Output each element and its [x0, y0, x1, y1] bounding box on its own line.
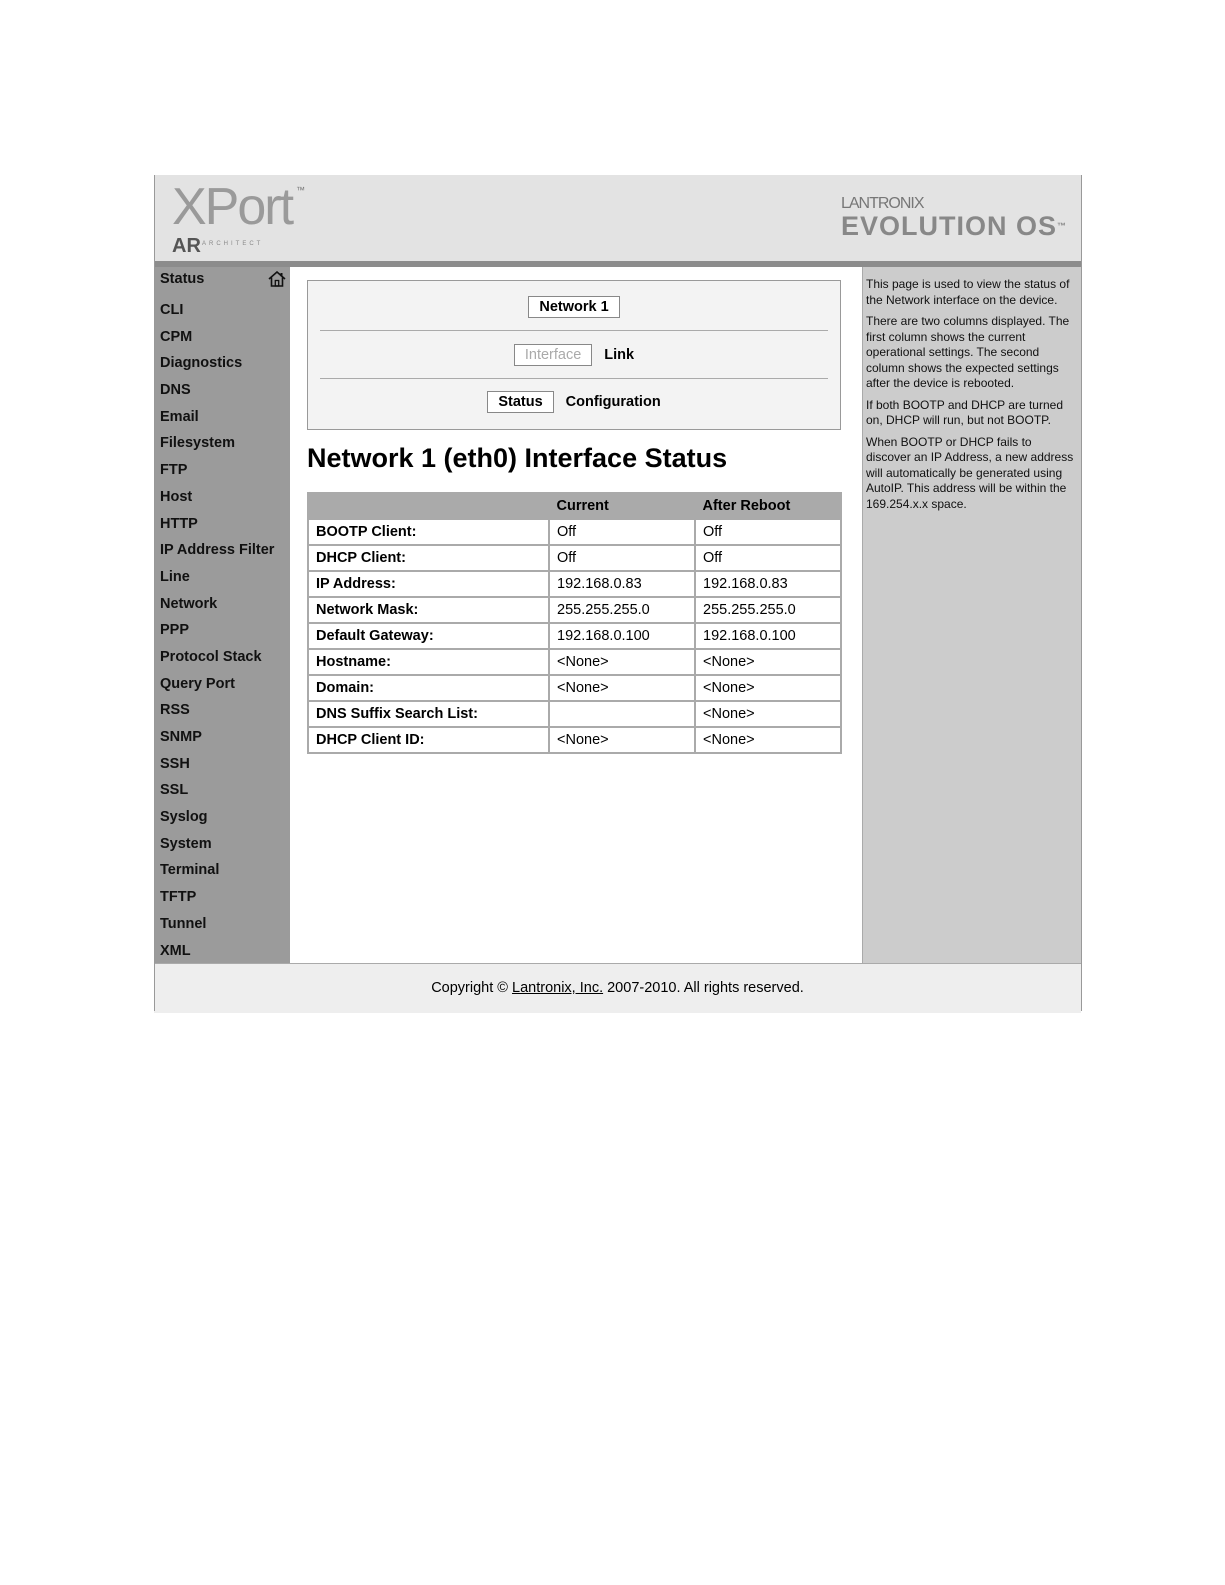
- sidebar-item-query-port[interactable]: Query Port: [160, 675, 235, 692]
- evolution-os-trademark: ™: [1057, 221, 1067, 231]
- sidebar-item-http[interactable]: HTTP: [160, 515, 198, 532]
- current-value: Off: [549, 519, 695, 545]
- xport-logo: [172, 178, 305, 257]
- tab-navigation-box: [307, 280, 841, 430]
- tab-divider: [320, 330, 828, 331]
- page-title: Network 1 (eth0) Interface Status: [307, 443, 728, 473]
- after-reboot-value: 192.168.0.100: [695, 623, 841, 649]
- table-row-default-gateway: [308, 623, 841, 649]
- row-label: Hostname:: [308, 649, 549, 675]
- xport-ar-tagline: ARCHITECT: [202, 241, 264, 247]
- after-reboot-value: <None>: [695, 675, 841, 701]
- sidebar-item-ftp[interactable]: FTP: [160, 462, 188, 479]
- sidebar-item-ppp[interactable]: PPP: [160, 622, 190, 639]
- lantronix-link[interactable]: Lantronix, Inc.: [512, 980, 604, 996]
- table-row-ip-address: [308, 571, 841, 597]
- sidebar-item-rss[interactable]: RSS: [160, 702, 190, 719]
- sidebar-item-diagnostics[interactable]: Diagnostics: [160, 355, 243, 372]
- interface-status-table: [307, 492, 842, 754]
- evolution-os-brand: [841, 213, 1067, 239]
- sidebar-item-filesystem[interactable]: Filesystem: [160, 435, 235, 452]
- row-label: Default Gateway:: [308, 623, 549, 649]
- row-label: DHCP Client:: [308, 545, 549, 571]
- current-value: <None>: [549, 675, 695, 701]
- sidebar-item-system[interactable]: System: [160, 835, 212, 852]
- row-label: DNS Suffix Search List:: [308, 701, 549, 727]
- table-row-dns-suffix-search-list: [308, 701, 841, 727]
- row-label: DHCP Client ID:: [308, 727, 549, 753]
- sidebar-item-xml[interactable]: XML: [160, 942, 191, 959]
- sidebar-item-syslog[interactable]: Syslog: [160, 809, 208, 826]
- table-row-network-mask: [308, 597, 841, 623]
- row-label: BOOTP Client:: [308, 519, 549, 545]
- sidebar-item-cpm[interactable]: CPM: [160, 328, 193, 345]
- after-reboot-value: 255.255.255.0: [695, 597, 841, 623]
- table-header-current: Current: [549, 493, 695, 520]
- xport-logo-text: XPort: [172, 178, 293, 236]
- current-value: [549, 701, 695, 727]
- tab-configuration[interactable]: Configuration: [565, 394, 661, 410]
- help-paragraph: This page is used to view the status of the Network interface on the device.: [866, 277, 1070, 307]
- after-reboot-value: <None>: [695, 701, 841, 727]
- current-value: 255.255.255.0: [549, 597, 695, 623]
- after-reboot-value: 192.168.0.83: [695, 571, 841, 597]
- xport-trademark: ™: [296, 185, 305, 195]
- after-reboot-value: <None>: [695, 727, 841, 753]
- sidebar-item-tunnel[interactable]: Tunnel: [160, 915, 207, 932]
- after-reboot-value: <None>: [695, 649, 841, 675]
- main-content: [290, 267, 862, 963]
- sidebar-item-label: Status: [160, 271, 205, 287]
- tab-link[interactable]: Link: [604, 347, 635, 363]
- table-row-dhcp-client: [308, 545, 841, 571]
- sidebar-item-status[interactable]: [154, 267, 290, 297]
- current-value: <None>: [549, 649, 695, 675]
- home-icon[interactable]: [268, 271, 286, 287]
- row-label: IP Address:: [308, 571, 549, 597]
- web-ui-frame: [154, 175, 1081, 1012]
- sidebar-item-ssh[interactable]: SSH: [160, 755, 190, 772]
- current-value: Off: [549, 545, 695, 571]
- status-tab-row: [308, 391, 840, 413]
- sidebar-item-ssl[interactable]: SSL: [160, 782, 189, 799]
- table-header-blank: [308, 493, 549, 520]
- current-value: 192.168.0.83: [549, 571, 695, 597]
- table-row-bootp-client: [308, 519, 841, 545]
- sidebar-item-ip-address-filter[interactable]: IP Address Filter: [160, 542, 275, 559]
- tab-divider: [320, 378, 828, 379]
- tab-status[interactable]: Status: [487, 391, 553, 413]
- sidebar-item-host[interactable]: Host: [160, 488, 193, 505]
- table-header-row: [308, 493, 841, 520]
- sidebar-nav: [154, 267, 290, 963]
- footer: [154, 963, 1081, 1013]
- sidebar-item-network[interactable]: Network: [160, 595, 218, 612]
- table-row-domain: [308, 675, 841, 701]
- after-reboot-value: Off: [695, 519, 841, 545]
- tab-interface[interactable]: Interface: [514, 344, 592, 366]
- sidebar-item-protocol-stack[interactable]: Protocol Stack: [160, 648, 262, 665]
- sidebar-item-snmp[interactable]: SNMP: [160, 729, 202, 745]
- table-row-dhcp-client-id: [308, 727, 841, 753]
- row-label: Network Mask:: [308, 597, 549, 623]
- lantronix-evolution-logo: [841, 195, 1067, 239]
- help-paragraph: There are two columns displayed. The first column shows the current operational settings. The second column shows the expected settings after the device is rebooted.: [866, 314, 1070, 390]
- xport-ar-text: AR: [172, 235, 201, 257]
- lantronix-brand: LANTRONIX: [840, 195, 924, 212]
- tab-network-1[interactable]: Network 1: [528, 296, 619, 318]
- header-banner: [154, 175, 1081, 267]
- sidebar-item-line[interactable]: Line: [160, 568, 190, 585]
- footer-copyright-suffix: 2007-2010. All rights reserved.: [603, 980, 804, 996]
- sidebar-item-dns[interactable]: DNS: [160, 382, 191, 399]
- interface-tab-row: [308, 344, 840, 366]
- table-row-hostname: [308, 649, 841, 675]
- help-paragraph: When BOOTP or DHCP fails to discover an IP Address, a new address will automatically be generated using AutoIP. This address will be within the 169.254.x.x space.: [866, 434, 1074, 511]
- evolution-os-text: EVOLUTION OS: [840, 211, 1057, 241]
- row-label: Domain:: [308, 675, 549, 701]
- after-reboot-value: Off: [695, 545, 841, 571]
- sidebar-item-email[interactable]: Email: [160, 408, 199, 425]
- current-value: 192.168.0.100: [549, 623, 695, 649]
- current-value: <None>: [549, 727, 695, 753]
- sidebar-item-cli[interactable]: CLI: [160, 302, 184, 318]
- help-paragraph: If both BOOTP and DHCP are turned on, DHCP will run, but not BOOTP.: [866, 397, 1063, 427]
- help-panel: [862, 267, 1082, 963]
- sidebar-item-terminal[interactable]: Terminal: [160, 862, 220, 879]
- footer-copyright-prefix: Copyright ©: [431, 980, 513, 996]
- sidebar-item-tftp[interactable]: TFTP: [160, 889, 197, 906]
- table-header-after-reboot: After Reboot: [695, 493, 841, 520]
- network-tab-row: [308, 296, 840, 318]
